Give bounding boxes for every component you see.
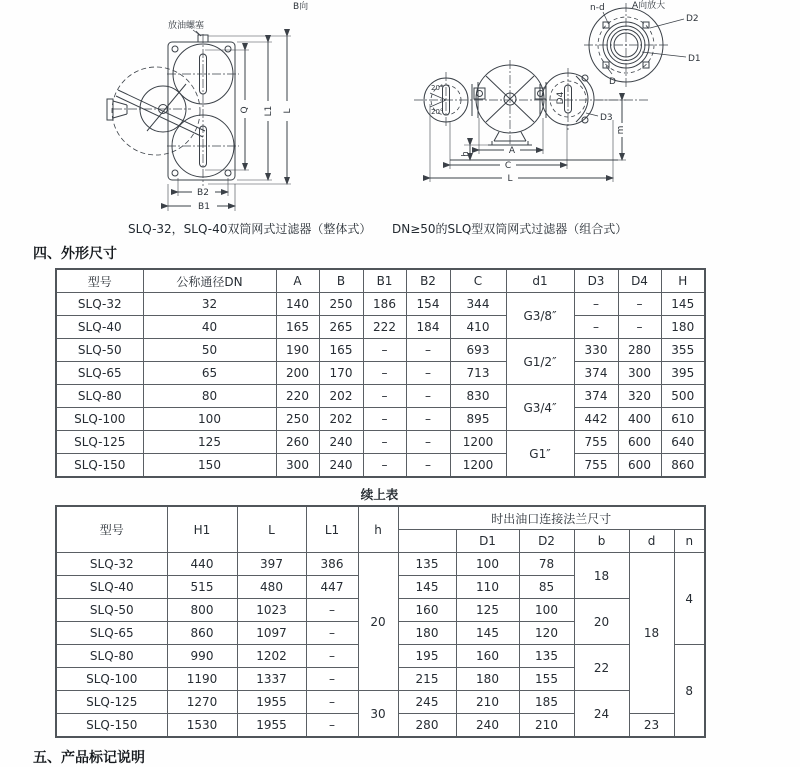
table-cell: SLQ-40: [56, 316, 143, 339]
table-cell: 693: [450, 339, 506, 362]
dim-label-l: L: [507, 174, 513, 184]
table-cell: 250: [319, 293, 363, 316]
table-cell: 210: [456, 691, 519, 714]
table-cell: 100: [143, 408, 276, 431]
bolt-hole: [225, 46, 231, 52]
table-cell: 1955: [237, 691, 306, 714]
table-cell: 160: [398, 599, 456, 622]
table-header-cell: B: [319, 269, 363, 293]
table-cell: 500: [661, 385, 705, 408]
table-header-cell: L: [237, 506, 306, 553]
table-cell: SLQ-32: [56, 293, 143, 316]
table-cell: 22: [574, 645, 629, 691]
table-cell: 222: [363, 316, 406, 339]
table-cell: 265: [319, 316, 363, 339]
angle-label: 20°: [431, 108, 444, 116]
table-row: [56, 691, 705, 714]
section-title-marking: 五、产品标记说明: [33, 750, 145, 766]
table-cell: SLQ-125: [56, 431, 143, 454]
table-header-cell: h: [358, 506, 398, 553]
dim-label-l1: L1: [264, 105, 274, 117]
table-header-cell: H1: [167, 506, 237, 553]
table-cell: 170: [319, 362, 363, 385]
table-cell: 100: [456, 553, 519, 576]
table-cell: SLQ-80: [56, 645, 167, 668]
table-cell: 320: [618, 385, 661, 408]
dim-label-m: m: [616, 125, 626, 135]
table-cell: 280: [398, 714, 456, 738]
table-header-cell: B1: [363, 269, 406, 293]
table-cell: 800: [167, 599, 237, 622]
table-cell: –: [363, 408, 406, 431]
table-header-cell: D1: [456, 530, 519, 553]
table-cell: SLQ-100: [56, 408, 143, 431]
table-cell: 300: [276, 454, 319, 478]
table-cell: 300: [618, 362, 661, 385]
table-header-cell: D3: [574, 269, 618, 293]
table-cell: –: [406, 362, 450, 385]
table-cell: 240: [319, 454, 363, 478]
table-cell: 480: [237, 576, 306, 599]
table-cell: 410: [450, 316, 506, 339]
table-cell: 135: [398, 553, 456, 576]
table-header-cell: b: [574, 530, 629, 553]
angle-label: 20°: [431, 84, 444, 92]
table-cell: 154: [406, 293, 450, 316]
table-cell: –: [306, 599, 358, 622]
table-cell: 1530: [167, 714, 237, 738]
table-cell: 1023: [237, 599, 306, 622]
table-cell: –: [406, 385, 450, 408]
table-cell: –: [363, 362, 406, 385]
table-cell: 160: [456, 645, 519, 668]
table-cell: 860: [167, 622, 237, 645]
dim-label-a: A: [508, 146, 516, 156]
caption-integral-type: SLQ-32，SLQ-40双筒网式过滤器（整体式）: [128, 222, 372, 236]
diagram-combined-filter: [400, 0, 800, 215]
section-title-dimensions: 四、外形尺寸: [33, 246, 117, 262]
detail-bolt: [643, 22, 649, 28]
dim-label-c: C: [504, 161, 512, 171]
table-header-cell: 型号: [56, 506, 167, 553]
table-cell: 18: [574, 553, 629, 599]
table-cell: –: [618, 293, 661, 316]
table-cell: 1190: [167, 668, 237, 691]
table-cell: 260: [276, 431, 319, 454]
table-cell: 180: [398, 622, 456, 645]
table-cell: 20: [358, 553, 398, 691]
table-header-cell: n: [674, 530, 705, 553]
table-cell: 215: [398, 668, 456, 691]
table-cell: SLQ-100: [56, 668, 167, 691]
table-cell: 184: [406, 316, 450, 339]
table-cell: 185: [519, 691, 574, 714]
table-header-cell: D2: [519, 530, 574, 553]
table-cell: 20: [574, 599, 629, 645]
table-cell: 240: [456, 714, 519, 738]
table-header-cell: d1: [506, 269, 574, 293]
table-cell: 240: [319, 431, 363, 454]
table-cell: –: [574, 293, 618, 316]
table-cell: 713: [450, 362, 506, 385]
table-header-cell: d: [629, 530, 674, 553]
table-cell: 1337: [237, 668, 306, 691]
table-cell: 374: [574, 362, 618, 385]
bolt-hole: [225, 170, 231, 176]
table-cell: 860: [661, 454, 705, 478]
table-cell: –: [363, 454, 406, 478]
table-cell: 386: [306, 553, 358, 576]
table-cell: G3/4″: [506, 385, 574, 431]
table-cell: 8: [674, 645, 705, 738]
table-header-cell: 型号: [56, 269, 143, 293]
diagram-integral-filter: [55, 0, 360, 215]
table-cell: G3/8″: [506, 293, 574, 339]
table-cell: –: [406, 339, 450, 362]
table-cell: 210: [519, 714, 574, 738]
table-row: [56, 269, 705, 293]
table-cell: 190: [276, 339, 319, 362]
table-cell: 65: [143, 362, 276, 385]
table-cell: 145: [456, 622, 519, 645]
table-cell: SLQ-50: [56, 339, 143, 362]
table-cell: SLQ-80: [56, 385, 143, 408]
table-cell: 125: [456, 599, 519, 622]
table-header-cell: 时出油口连接法兰尺寸: [398, 506, 705, 530]
table-cell: 1200: [450, 431, 506, 454]
table-header-cell: C: [450, 269, 506, 293]
valve-handle: [118, 90, 205, 131]
table-cell: 447: [306, 576, 358, 599]
table-cell: SLQ-150: [56, 454, 143, 478]
table-cell: 755: [574, 431, 618, 454]
handle-swing-circle: [112, 67, 200, 155]
table-cell: 145: [661, 293, 705, 316]
table-cell: 515: [167, 576, 237, 599]
table-cell: –: [306, 691, 358, 714]
table-cell: 1097: [237, 622, 306, 645]
table-cell: –: [363, 385, 406, 408]
bolt-hole: [172, 46, 178, 52]
table-cell: 895: [450, 408, 506, 431]
table-cell: 32: [143, 293, 276, 316]
table-cell: –: [406, 408, 450, 431]
table-cell: 1200: [450, 454, 506, 478]
table-cell: 145: [398, 576, 456, 599]
table-row: [56, 408, 705, 431]
table-cell: 165: [276, 316, 319, 339]
table-row: [56, 553, 705, 576]
table-cell: 442: [574, 408, 618, 431]
table-cell: 600: [618, 431, 661, 454]
table-row: [56, 293, 705, 316]
table-cell: 18: [629, 553, 674, 714]
table-cell: 280: [618, 339, 661, 362]
table-cell: –: [406, 431, 450, 454]
table-cell: 195: [398, 645, 456, 668]
table-cell: SLQ-50: [56, 599, 167, 622]
table-cell: –: [406, 454, 450, 478]
table-header-cell: B2: [406, 269, 450, 293]
table-cell: 24: [574, 691, 629, 738]
table-cell: 40: [143, 316, 276, 339]
table-cell: 202: [319, 408, 363, 431]
table-cell: –: [306, 645, 358, 668]
table-row: [56, 506, 705, 530]
drain-plug-label: 放油螺塞: [168, 21, 205, 31]
table-cell: SLQ-150: [56, 714, 167, 738]
table-header-cell: H: [661, 269, 705, 293]
table-cell: 80: [143, 385, 276, 408]
table-cell: –: [306, 668, 358, 691]
table-cell: SLQ-40: [56, 576, 167, 599]
table-cell: SLQ-32: [56, 553, 167, 576]
table-header-cell: 公称通径DN: [143, 269, 276, 293]
dim-label-l: L: [283, 108, 293, 114]
dimensions-table-1: [55, 268, 706, 478]
table-cell: 4: [674, 553, 705, 645]
table-cell: 180: [456, 668, 519, 691]
dim-label-h: h: [461, 151, 471, 157]
table-cell: 355: [661, 339, 705, 362]
table-cell: 250: [276, 408, 319, 431]
table-row: [56, 454, 705, 478]
table-cell: 202: [319, 385, 363, 408]
table-header-cell: [398, 530, 456, 553]
table-header-cell: D4: [618, 269, 661, 293]
table-cell: 50: [143, 339, 276, 362]
d4-label: D4: [556, 91, 566, 105]
table-cell: 220: [276, 385, 319, 408]
table-cell: 155: [519, 668, 574, 691]
table-cell: 110: [456, 576, 519, 599]
table-cell: 1955: [237, 714, 306, 738]
table-cell: –: [618, 316, 661, 339]
table-row: [56, 385, 705, 408]
table-row: [56, 362, 705, 385]
table-cell: 344: [450, 293, 506, 316]
table-cell: G1″: [506, 431, 574, 478]
table-cell: SLQ-65: [56, 362, 143, 385]
table-row: [56, 339, 705, 362]
d3-label: D3: [600, 113, 613, 123]
table-header-cell: L1: [306, 506, 358, 553]
table-cell: 23: [629, 714, 674, 738]
table-cell: 1202: [237, 645, 306, 668]
table-row: [56, 431, 705, 454]
d-label: D: [609, 77, 616, 87]
table-cell: 120: [519, 622, 574, 645]
mounting-plate: [168, 42, 235, 180]
continued-table-title: 续上表: [360, 487, 399, 502]
table-cell: 400: [618, 408, 661, 431]
view-a-label: A向放大: [632, 1, 666, 11]
dim-label-b2: B2: [197, 188, 209, 198]
table-cell: 186: [363, 293, 406, 316]
bolt-hole: [172, 170, 178, 176]
dimensions-table-2: [55, 505, 706, 738]
table-cell: 440: [167, 553, 237, 576]
table-cell: 330: [574, 339, 618, 362]
dim-label-b1: B1: [198, 202, 210, 212]
table-cell: –: [306, 622, 358, 645]
d1-label: D1: [688, 54, 701, 64]
table-row: [56, 316, 705, 339]
table-cell: 140: [276, 293, 319, 316]
table-cell: 125: [143, 431, 276, 454]
table-cell: 830: [450, 385, 506, 408]
dim-label-q: Q: [240, 106, 250, 114]
table-cell: 1270: [167, 691, 237, 714]
table-cell: 610: [661, 408, 705, 431]
table-cell: 640: [661, 431, 705, 454]
table-cell: 180: [661, 316, 705, 339]
table-cell: –: [363, 431, 406, 454]
table-cell: –: [306, 714, 358, 738]
table-header-cell: A: [276, 269, 319, 293]
table-cell: 397: [237, 553, 306, 576]
table-cell: 30: [358, 691, 398, 738]
table-cell: G1/2″: [506, 339, 574, 385]
table-cell: 165: [319, 339, 363, 362]
table-cell: SLQ-65: [56, 622, 167, 645]
table-cell: 245: [398, 691, 456, 714]
table-cell: 85: [519, 576, 574, 599]
table-cell: 100: [519, 599, 574, 622]
table-cell: 200: [276, 362, 319, 385]
table-cell: –: [363, 339, 406, 362]
caption-combined-type: DN≥50的SLQ型双筒网式过滤器（组合式）: [392, 222, 628, 236]
table-cell: 78: [519, 553, 574, 576]
table-cell: 755: [574, 454, 618, 478]
table-cell: SLQ-125: [56, 691, 167, 714]
table-cell: 600: [618, 454, 661, 478]
table-cell: 990: [167, 645, 237, 668]
table-cell: 395: [661, 362, 705, 385]
bolt-holes-label: n-d: [590, 3, 605, 13]
table-cell: 135: [519, 645, 574, 668]
table-cell: 150: [143, 454, 276, 478]
table-cell: –: [574, 316, 618, 339]
table-cell: 374: [574, 385, 618, 408]
d2-label: D2: [686, 14, 699, 24]
view-b-label: B向: [293, 2, 309, 12]
